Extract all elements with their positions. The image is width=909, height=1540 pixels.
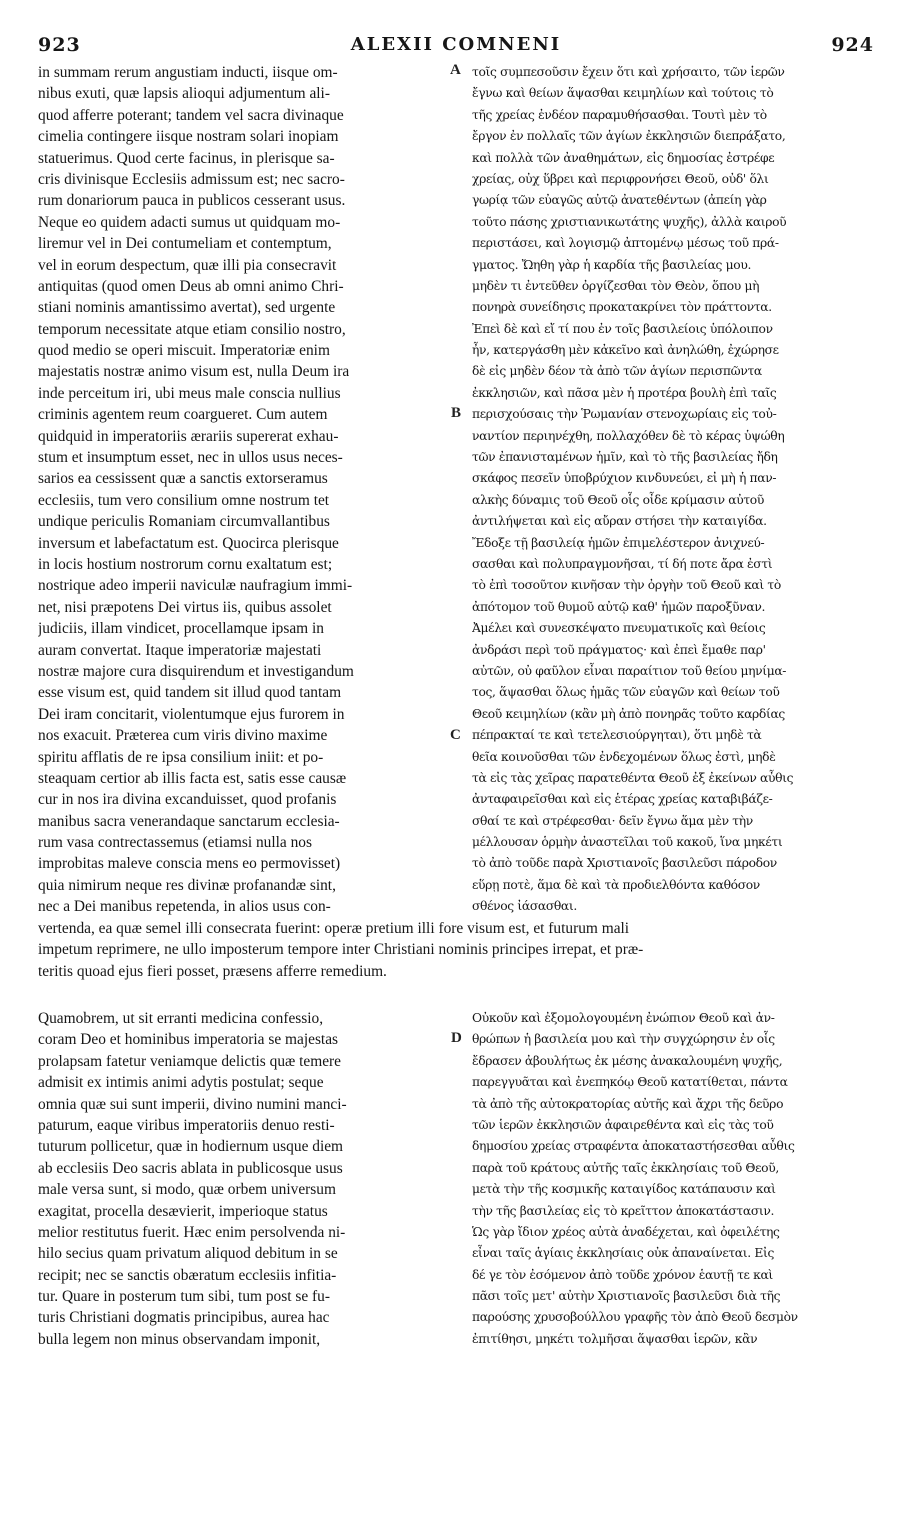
greek-text-line: τῶν ἱερῶν ἐκκλησιῶν ἀφαιρεθέντα καὶ εἰς τὰς τοῦ	[472, 1117, 774, 1132]
latin-column-upper	[38, 62, 446, 918]
latin-text-line: Neque eo quidem adacti sumus ut quidquam mo-	[38, 213, 341, 231]
latin-text-line: coram Deo et hominibus imperatoria se majestas	[38, 1031, 339, 1049]
latin-text-line: auram convertat. Itaque imperatoriæ majestati	[38, 641, 322, 659]
latin-text-line: majestatis nostræ animo visum est, nulla Deum ira	[38, 363, 350, 381]
page-number-right: 924	[831, 34, 874, 56]
latin-text-line: rum vasa contrectassemus (etiamsi nulla nos	[38, 834, 312, 852]
greek-column-upper	[472, 62, 872, 918]
greek-text-line: σθαί τε καὶ στρέφεσθαι· δεῖν ἔγνω ἅμα μὲν τὴν	[472, 813, 753, 828]
greek-text-line: ἀπότομον τοῦ θυμοῦ αὐτῷ καθ' ἡμῶν παροξῦναν.	[472, 599, 766, 614]
greek-text-line: ἐκκλησιῶν, καὶ πᾶσα μὲν ἡ προτέρα βουλὴ ἐπὶ ταῖς	[472, 385, 777, 400]
page-number-left: 923	[38, 34, 81, 56]
latin-text-line: net, nisi præpotens Dei virtus iis, quibus assolet	[38, 598, 332, 616]
greek-text-line: παρούσης χρυσοβούλλου γραφῆς τὸν ἀπὸ Θεοῦ δεσμὸν	[472, 1310, 798, 1325]
latin-text-line: recipit; nec se sanctis obæratum ecclesiis infitia-	[38, 1266, 337, 1284]
greek-text-line: Ἐπεὶ δὲ καὶ εἴ τί που ἐν τοῖς βασιλείοις ὑπόλοιπον	[472, 321, 773, 336]
greek-text-line: τῆς χρείας ἐνδέον παραμυθήσασθαι. Τουτὶ μὲν τὸ	[472, 107, 767, 122]
greek-text-line: μέλλουσαν ὁρμὴν ἀναστεῖλαι τοῦ κακοῦ, ἵνα μηκέτι	[472, 835, 783, 850]
greek-column-lower	[472, 1008, 872, 1350]
latin-text-line: admisit ex intimis animi adytis postulat; seque	[38, 1074, 324, 1092]
greek-text-line: τὰ ἀπὸ τῆς αὐτοκρατορίας αὐτῆς καὶ ἄχρι τῆς δεῦρο	[472, 1096, 784, 1111]
section-marker-a: A	[450, 62, 461, 78]
latin-text-line: stum et insumptum esset, nec in ullos usus neces-	[38, 449, 343, 467]
latin-text-line: cris divinisque Ecclesiis admissum est; nec sacro-	[38, 170, 345, 188]
greek-text-line: ἔδρασεν ἀβουλήτως ἐκ μέσης ἀνακαλουμένη ψυχῆς,	[472, 1053, 783, 1068]
latin-text-line: impetum reprimere, ne ullo imposterum tempore inter Christiani nominis principes irrepat, et præ-	[38, 941, 644, 959]
latin-text-line: statuerimus. Quod certe facinus, in plerisque sa-	[38, 149, 335, 167]
greek-text-line: ἀνταφαιρεῖσθαι καὶ εἰς ἑτέρας χρείας καταβιβάζε-	[472, 792, 773, 807]
greek-text-line: εἶναι ταῖς ἁγίαις ἐκκλησίαις οὐκ ἀπαναίνεται. Εἰς	[472, 1246, 774, 1261]
section-marker-b: B	[451, 405, 462, 421]
latin-text-line: male versa sunt, si modo, quæ orbem universum	[38, 1181, 336, 1199]
greek-text-line: περισχούσαις τὴν Ῥωμανίαν στενοχωρίαις εἰς τοὐ-	[472, 407, 777, 422]
latin-text-line: nos exacuit. Præterea cum viris divino maxime	[38, 727, 328, 745]
latin-text-line: quidquid in imperatoriis ærariis supererat exhau-	[38, 427, 339, 445]
latin-text-line: antiquitas (quod omen Deus ab omni animo Chri-	[38, 277, 344, 295]
greek-text-line: πᾶσι τοῖς μετ' αὐτὴν Χριστιανοῖς βασιλεῦσι διὰ τῆς	[472, 1289, 781, 1304]
latin-text-line: Quamobrem, ut sit erranti medicina confessio,	[38, 1010, 324, 1027]
greek-text-line: τοῖς συμπεσοῦσιν ἔχειν ὅτι καὶ χρήσαιτο, τῶν ἱερῶν	[472, 65, 785, 79]
greek-text-line: τὸ ἀπὸ τοῦδε παρὰ Χριστιανοῖς βασιλεῦσι πάροδον	[472, 856, 777, 871]
greek-text-line: Ἔδοξε τῇ βασιλείᾳ ἡμῶν ἐπιμελέστερον ἀνιχνεύ-	[472, 535, 765, 550]
latin-text-line: criminis agentem reum coargueret. Cum autem	[38, 406, 328, 424]
latin-text-line: cur in nos ira divina excanduisset, quod profanis	[38, 791, 337, 809]
latin-text-line: inversum et labefactatum est. Quocirca plerisque	[38, 534, 339, 552]
latin-text-line: improbitas maleve conscia mens eo permovisset)	[38, 855, 341, 873]
latin-text-line: judiciis, illam vindicet, procellamque ipsam in	[38, 620, 324, 638]
greek-text-line: περιστάσει, καὶ λογισμῷ ἀπτομένῳ μέσως τοῦ πρά-	[472, 236, 779, 251]
latin-text-line: liremur vel in Dei contumeliam et contemptum,	[38, 235, 332, 253]
greek-text-line: ναντίον περιηνέχθη, πολλαχόθεν δὲ τὸ κέρας ὑψώθη	[472, 428, 785, 443]
latin-text-line: spiritu afflatis de re ipsa consilium iniit: et po-	[38, 748, 324, 766]
latin-text-line: nec a Dei manibus repetenda, in alios usus con-	[38, 898, 331, 916]
greek-text-line: ἔργον ἐν πολλαῖς τῶν ἁγίων ἐκκλησιῶν διεπράξατο,	[472, 129, 786, 144]
greek-text-line: μετὰ τὴν τῆς κοσμικῆς καταιγίδος κατάπαυσιν καὶ	[472, 1182, 776, 1197]
greek-text-line: Ὡς γὰρ ἴδιον χρέος αὐτὰ ἀναδέχεται, καὶ ὀφειλέτης	[472, 1224, 780, 1239]
latin-text-line: nibus exuti, quæ lapsis alioqui adjumentum ali-	[38, 85, 330, 103]
greek-text-line: αὐτῶν, οὐ φαῦλον εἶναι παραίτιον τοῦ θείου μηνίμα-	[472, 663, 787, 678]
greek-text-line: σκάφος πεσεῖν ὑποβρύχιον κινδυνεύει, εἰ μὴ ἡ παν-	[472, 471, 777, 486]
latin-text-line: tur. Quare in posterum tum sibi, tum post se fu-	[38, 1288, 330, 1306]
greek-text-line: παρεγγυᾶται καὶ ἐνεπηκόῳ Θεοῦ κατατίθεται, πάντα	[472, 1075, 788, 1090]
greek-text-line: ἐπιτίθησι, μηκέτι τολμῆσαι ἅψασθαι ἱερῶν, κἂν	[472, 1331, 758, 1346]
greek-text-line: εὕρῃ ποτὲ, ἅμα δὲ καὶ τὰ προδιελθόντα καθόσον	[472, 877, 760, 892]
greek-text-line: ἔγνω καὶ θείων ἅψασθαι κειμηλίων καὶ τούτοις τὸ	[472, 86, 774, 101]
greek-text-line: μηδὲν τι ἐντεῦθεν ὀργίζεσθαι τὸν Θεὸν, ὅπου μὴ	[472, 278, 760, 293]
section-marker-d: D	[451, 1030, 462, 1046]
latin-text-line: temporum necessitate atque etiam consilio nostro,	[38, 320, 346, 338]
latin-text-line: vel in eorum despectum, quæ illi pia consecravit	[38, 256, 337, 274]
latin-text-line: quia nimirum neque res divinæ profanandæ sint,	[38, 876, 336, 894]
greek-text-line: θρώπων ἡ βασιλεία μου καὶ τὴν συγχώρησιν ἐν οἷς	[472, 1032, 775, 1047]
greek-text-line: αλκὴς δύναμις τοῦ Θεοῦ οἷς οἶδε κρίμασιν αὐτοῦ	[472, 492, 764, 507]
greek-text-line: θεῖα κοινοῦσθαι τῶν ἐνδεχομένων ὅλως ἐστὶ, μηδὲ	[472, 749, 776, 764]
greek-text-line: πέπρακταί τε καὶ τετελεσιούργηται), ὅτι μηδὲ τὰ	[472, 728, 762, 743]
latin-text-line: in locis hostium nostrorum cornu exaltatum est;	[38, 555, 333, 573]
section-marker-c: C	[450, 727, 461, 743]
greek-text-line: Ἀμέλει καὶ συνεσκέψατο πνευματικοῖς καὶ θείοις	[472, 621, 766, 636]
latin-text-line: nostræ majore cura disquirendum et investigandum	[38, 662, 354, 680]
latin-text-line: rum donariorum pauca in publicos cesserant usus.	[38, 192, 346, 210]
latin-text-line: in summam rerum angustiam inducti, iisque om-	[38, 64, 338, 81]
latin-text-line: Dei iram concitarit, violentumque ejus furorem in	[38, 705, 345, 723]
greek-text-line: δέ γε τὸν ἐσόμενον ἀπὸ τοῦδε χρόνον ἑαυτῇ τε καὶ	[472, 1267, 773, 1282]
running-title: ALEXII COMNENI	[350, 34, 562, 55]
greek-text-line: Θεοῦ κειμηλίων (κἂν μὴ ἀπὸ πονηρᾶς τοῦτο καρδίας	[472, 706, 785, 721]
full-width-latin-text	[38, 918, 874, 982]
latin-text-line: exagitat, procella desævierit, imperioque status	[38, 1202, 328, 1220]
greek-text-line: δημοσίου χρείας στραφέντα ἀποκαταστήσεσθαι αὖθις	[472, 1139, 795, 1154]
greek-text-line: σθένος ἰάσασθαι.	[472, 899, 577, 914]
latin-text-line: sarios ea cessissent quæ a sanctis extorseramus	[38, 470, 328, 488]
greek-text-line: γωρίᾳ τῶν εὐαγῶς αὐτῷ ἀνατεθέντων (ἀπείη γὰρ	[472, 193, 767, 208]
page-header	[38, 34, 874, 58]
latin-text-line: teritis quoad ejus fieri posset, præsens afferre remedium.	[38, 962, 387, 980]
latin-text-line: ecclesiis, tum vero consilium omne nostrum tet	[38, 491, 330, 509]
greek-text-line: πονηρὰ συνείδησις προκατακρίνει τὸν πράττοντα.	[472, 300, 772, 315]
latin-text-line: prolapsam fatetur veniamque delictis quæ temere	[38, 1052, 342, 1070]
greek-text-line: τὸ ἐπὶ τοσοῦτον κινῆσαν τὴν ὀργὴν τοῦ Θεοῦ καὶ τὸ	[472, 578, 781, 593]
latin-text-line: melior restitutus fuerit. Hæc enim persolvenda ni-	[38, 1223, 346, 1241]
latin-text-line: undique periculis Romaniam circumvallantibus	[38, 513, 330, 531]
latin-text-line: quod afferre poterant; tandem vel sacra divinaque	[38, 106, 344, 124]
greek-text-line: τὴν τῆς βασιλείας εἰς τὸ κρεῖττον ἀποκατάστασιν.	[472, 1203, 775, 1218]
greek-text-line: σασθαι καὶ πολυπραγμονῆσαι, τί δή ποτε ἄρα ἐστὶ	[472, 556, 773, 571]
latin-text-line: cimelia contingere iisque nostram solari inopiam	[38, 128, 339, 146]
greek-text-line: τὰ εἰς τὰς χεῖρας παρατεθέντα Θεοῦ ἐξ ἐκείνων αὖθις	[472, 770, 794, 785]
latin-text-line: paturum, eaque viribus imperatoriis denuo resti-	[38, 1116, 335, 1134]
greek-text-line: ἦν, κατεργάσθη μὲν κἀκεῖνο καὶ ἀνηλώθη, ἐχώρησε	[472, 343, 779, 358]
latin-text-line: stiani nominis amantissimo avertat), sed urgente	[38, 299, 336, 317]
latin-text-line: omnia quæ sui sunt imperii, divino numini manci-	[38, 1095, 347, 1113]
latin-text-line: turis Christiani dogmatis principibus, aurea hac	[38, 1309, 330, 1327]
greek-text-line: ἀνδράσι περὶ τοῦ πράγματος· καὶ ἐπεὶ ἔμαθε παρ'	[472, 642, 766, 657]
greek-text-line: παρὰ τοῦ κράτους αὐτῆς ταῖς ἐκκλησίαις τοῦ Θεοῦ,	[472, 1160, 779, 1175]
latin-text-line: nostrique adeo imperii naviculæ naufragium immi-	[38, 577, 353, 595]
greek-text-line: τῶν ἐπανισταμένων ἡμῖν, καὶ τὸ τῆς βασιλείας ἤδη	[472, 450, 778, 465]
greek-text-line: τοῦτο πάσης χριστιανικωτάτης ψυχῆς), ἀλλὰ καιροῦ	[472, 214, 787, 229]
latin-column-lower	[38, 1008, 446, 1350]
latin-text-line: ab ecclesiis Deo sacris ablata in publicosque usus	[38, 1159, 343, 1177]
latin-text-line: hilo secius quam privatum aliquod debitum in se	[38, 1245, 338, 1263]
latin-text-line: quod medio se operi miscuit. Imperatoriæ enim	[38, 342, 330, 360]
greek-text-line: καὶ πολλὰ τῶν ἀναθημάτων, εἰς δημοσίας ἐστρέφε	[472, 150, 775, 165]
greek-text-line: χρείας, οὐχ ὕβρει καὶ περιφρονήσει Θεοῦ, οὐδ' ὅλι	[472, 171, 769, 186]
latin-text-line: tuturum pollicetur, quæ in hodiernum usque diem	[38, 1138, 344, 1156]
latin-text-line: vertenda, ea quæ semel illi consecrata fuerint: operæ pretium illi fore visum est, et futurum mali	[38, 920, 630, 937]
latin-text-line: inde perceitum iri, ubi meus male conscia nullius	[38, 384, 341, 402]
latin-text-line: manibus sacra venerandaque sanctarum ecclesia-	[38, 812, 340, 830]
greek-text-line: ἀντιλήψεται καὶ εἰς αὔραν στήσει τὴν καταιγίδα.	[472, 514, 767, 529]
latin-text-line: steaquam certior ab illis facta est, satis esse causæ	[38, 769, 347, 787]
greek-text-line: γματος. Ὤηθη γὰρ ἡ καρδία τῆς βασιλείας μου.	[472, 257, 752, 272]
latin-text-line: bulla legem non minus observandam imponit,	[38, 1330, 321, 1348]
latin-text-line: esse visum est, quid tandem sit illud quod tantam	[38, 684, 342, 702]
greek-text-line: Οὐκοῦν καὶ ἐξομολογουμένη ἐνώπιον Θεοῦ καὶ ἀν-	[472, 1011, 775, 1025]
greek-text-line: δὲ εἰς μηδὲν δέον τὰ ἀπὸ τῶν ἁγίων περισπῶντα	[472, 364, 762, 379]
greek-text-line: τος, ἅψασθαι ὅλως ἡμᾶς τῶν εὐαγῶν καὶ θείων τοῦ	[472, 685, 780, 700]
